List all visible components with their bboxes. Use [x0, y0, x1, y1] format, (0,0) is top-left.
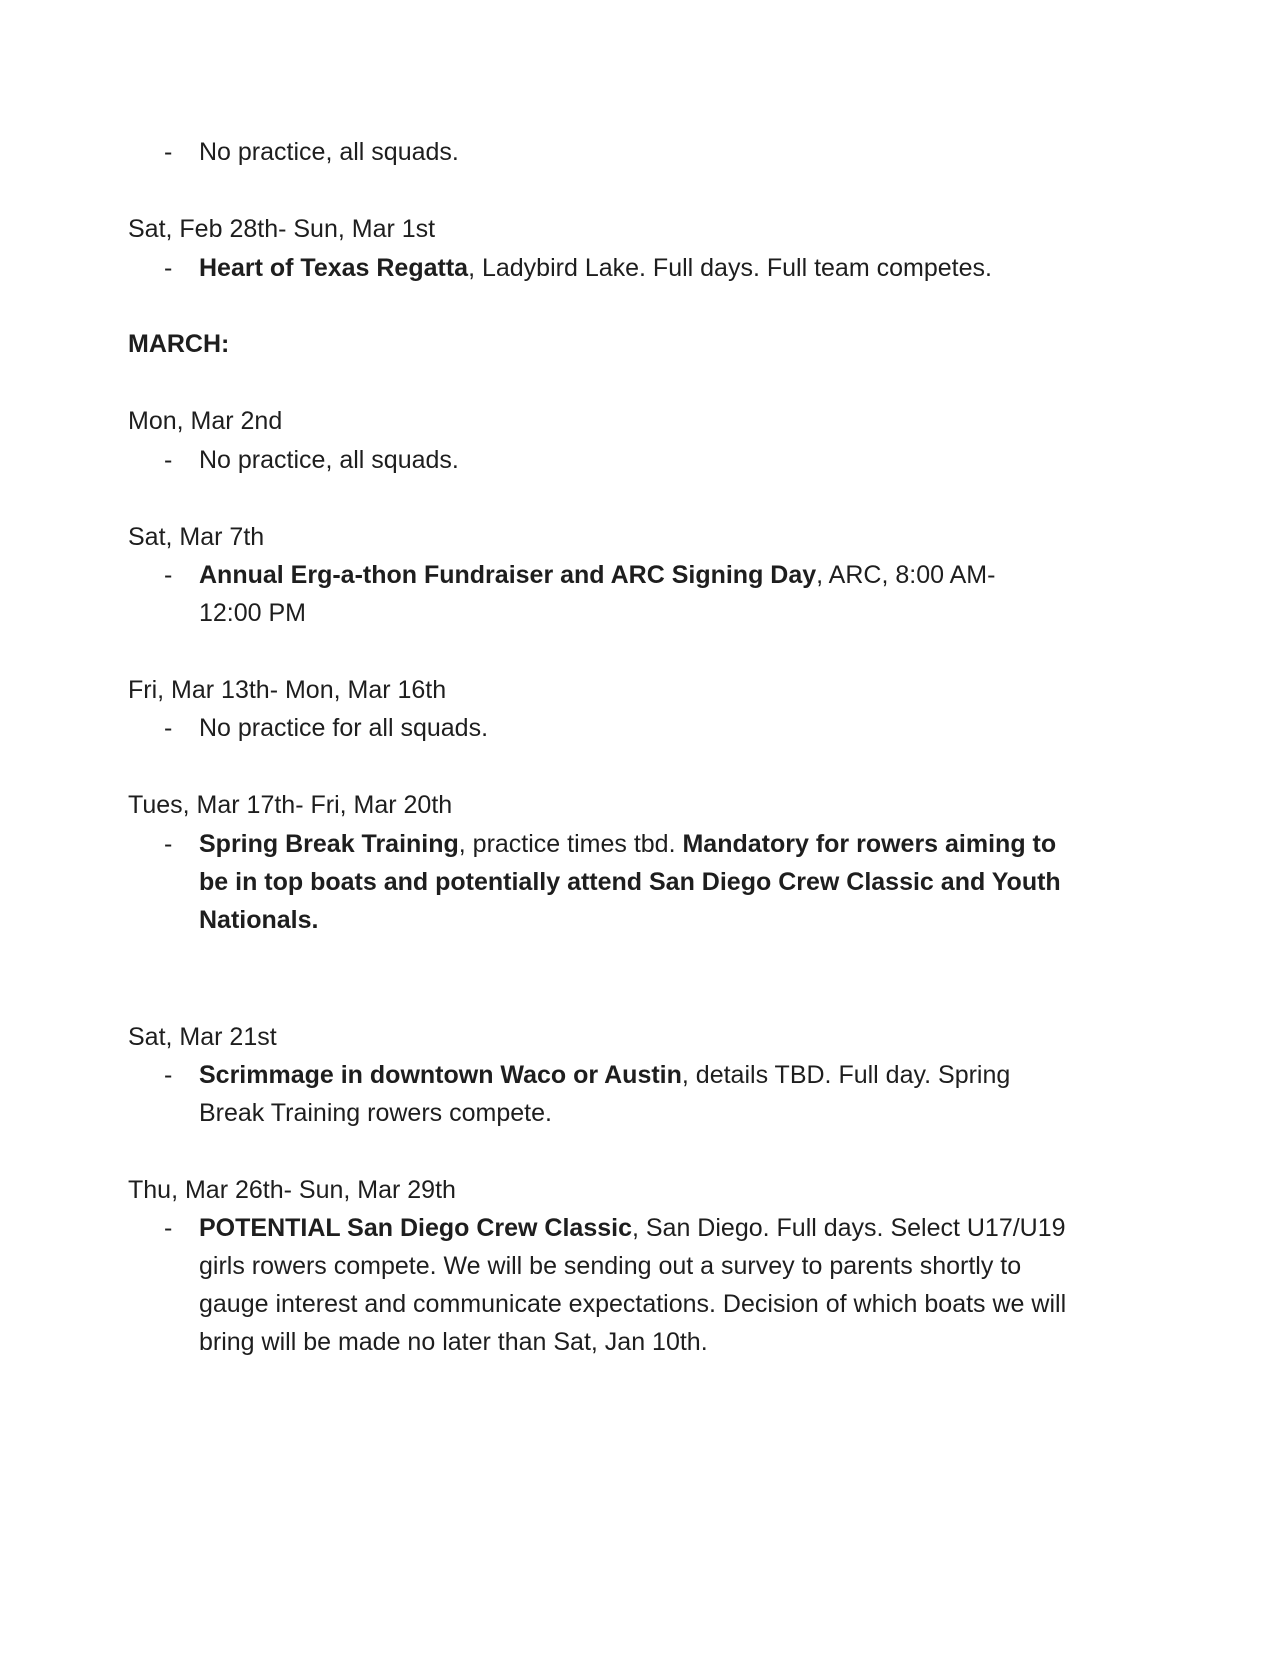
event-date: Sat, Feb 28th- Sun, Mar 1st — [128, 215, 436, 243]
event-date: Sat, Mar 21st — [128, 1023, 277, 1051]
bullet-dash: - — [164, 1214, 173, 1242]
event-title: POTENTIAL San Diego Crew Classic — [199, 1214, 632, 1242]
event-title: Scrimmage in downtown Waco or Austin — [199, 1061, 682, 1089]
item-text: No practice, all squads. — [199, 138, 459, 166]
list-item — [128, 441, 1088, 479]
bullet-dash: - — [164, 254, 173, 282]
event-date: Sat, Mar 7th — [128, 523, 265, 551]
event-title: Spring Break Training — [199, 830, 459, 858]
item-text: , practice times tbd. — [458, 830, 683, 858]
event-date: Tues, Mar 17th- Fri, Mar 20th — [128, 791, 453, 819]
item-text: , ARC, 8:00 AM- 12:00 PM — [199, 561, 996, 627]
bullet-dash: - — [164, 830, 173, 858]
event-title: Annual Erg-a-thon Fundraiser and ARC Signing Day — [199, 561, 817, 589]
item-text: No practice, all squads. — [199, 446, 459, 474]
event-title: Heart of Texas Regatta — [199, 254, 469, 282]
list-item — [128, 709, 1088, 747]
mandatory-note: Mandatory for rowers aiming to be in top boats and potentially attend San Diego Crew Classic and Youth Nationals. — [199, 830, 1061, 934]
month-heading: MARCH: — [128, 330, 230, 358]
item-text: , details TBD. Full day. Spring Break Training rowers compete. — [199, 1061, 1011, 1127]
list-item — [128, 825, 1088, 939]
item-text: , Ladybird Lake. Full days. Full team competes. — [468, 254, 992, 282]
bullet-dash: - — [164, 714, 173, 742]
item-text: No practice for all squads. — [199, 714, 489, 742]
bullet-dash: - — [164, 561, 173, 589]
event-date: Thu, Mar 26th- Sun, Mar 29th — [128, 1176, 456, 1204]
list-item — [128, 133, 1088, 171]
event-date: Mon, Mar 2nd — [128, 407, 283, 435]
event-date: Fri, Mar 13th- Mon, Mar 16th — [128, 676, 447, 704]
list-item — [128, 249, 1088, 287]
list-item — [128, 1056, 1068, 1132]
bullet-dash: - — [164, 138, 173, 166]
bullet-dash: - — [164, 446, 173, 474]
item-text: , San Diego. Full days. Select U17/U19 girls rowers compete. We will be sending out a survey to parents shortly to gauge interest and communicate expectations. Decision of which boats we will bring will be made no later than Sat, Jan 10th. — [199, 1214, 1067, 1356]
list-item — [128, 1209, 1088, 1361]
bullet-dash: - — [164, 1061, 173, 1089]
list-item — [128, 556, 1028, 632]
